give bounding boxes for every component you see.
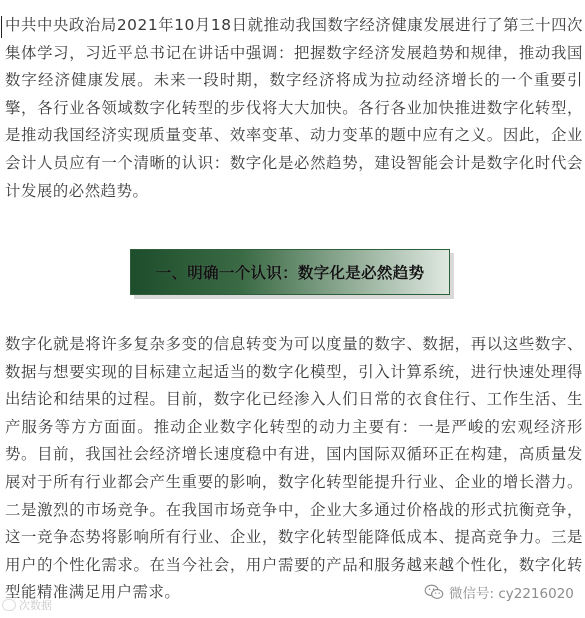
watermark-left <box>2 597 52 613</box>
wechat-watermark <box>424 582 574 602</box>
watermark-logo-icon <box>2 599 16 611</box>
section-heading-box <box>130 249 450 295</box>
article-paragraph-2: 数字化就是将许多复杂多变的信息转变为可以度量的数字、数据，再以这些数字、数据与想要实现的目标建立起适当的数字化模型，引入计算系统，进行快速处理得出结论和结果的过程。目前，数字化已经渗入人们日常的衣食住行、工作生活、生产服务等方方面面。推动企业数字化转型的动力主要有：一是严峻的宏观经济形势。目前，我国社会经济增长速度稳中有进，国内国际双循环正在构建，高质量发展对于所有行业都会产生重要的影响，数字化转型能提升行业、企业的增长潜力。二是激烈的市场竞争。在我国市场竞争中，企业大多通过价格战的形式抗衡竞争，这一竞争态势将影响所有行业、企业，数字化转型能降低成本、提高竞争力。三是用户的个性化需求。在当今社会，用户需要的产品和服务越来越个性化，数字化转型能精准满足用户需求。 <box>5 335 583 602</box>
wechat-id-text: 微信号: cy2216020 <box>449 586 574 602</box>
section-heading: 一、明确一个认识：数字化是必然趋势 <box>155 264 425 282</box>
wechat-icon <box>424 584 444 600</box>
watermark-left-text: 次数据 <box>19 599 52 612</box>
article-paragraph-1: 中共中央政治局2021年10月18日就推动我国数字经济健康发展进行了第三十四次集体学习，习近平总书记在讲话中强调：把握数字经济发展趋势和规律，推动我国数字经济健康发展。未来一段时期，数字经济将成为拉动经济增长的一个重要引擎，各行业各领域数字化转型的步伐将大大加快。各行各业加快推进数字化转型，是推动我国经济实现质量变革、效率变革、动力变革的题中应有之义。因此，企业会计人员应有一个清晰的认识：数字化是必然趋势，建设智能会计是数字化时代会计发展的必然趋势。 <box>5 16 583 200</box>
text-cursor <box>1 16 2 38</box>
